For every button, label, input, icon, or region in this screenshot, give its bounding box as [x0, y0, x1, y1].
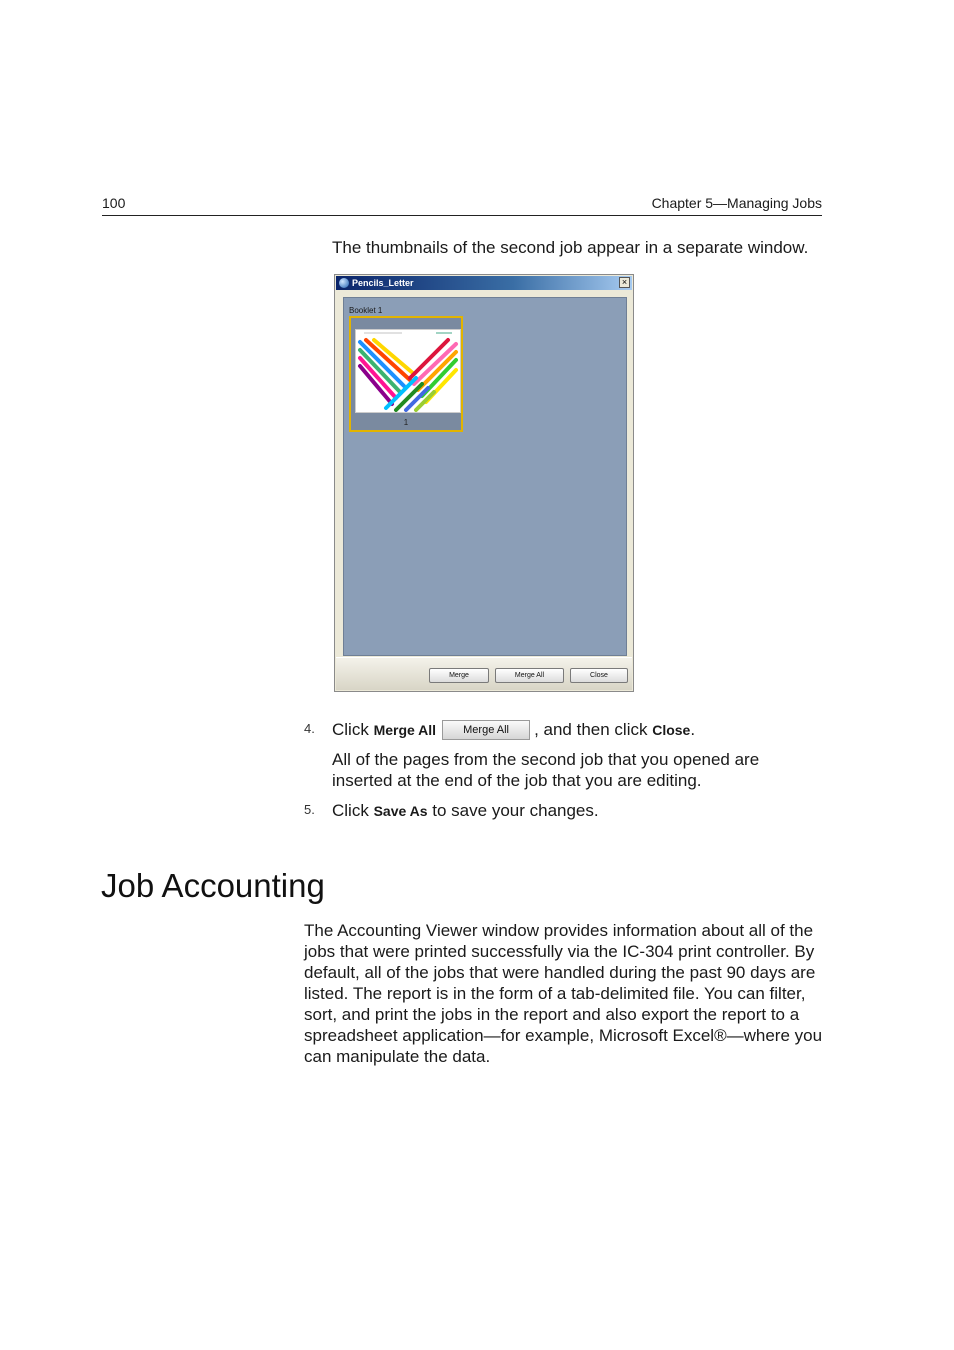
thumbnail-panel — [343, 297, 627, 656]
step-5-prefix: Click — [332, 801, 369, 820]
booklet-label: Booklet 1 — [349, 306, 383, 315]
app-logo-icon — [339, 278, 349, 288]
step-4-middle: , and then click — [534, 720, 648, 739]
page-thumbnail[interactable] — [349, 316, 463, 432]
intro-paragraph: The thumbnails of the second job appear in a separate window. — [332, 238, 809, 257]
section-heading: Job Accounting — [101, 867, 325, 904]
window-title: Pencils_Letter — [352, 278, 414, 288]
window-footer — [336, 657, 632, 690]
chapter-header: Chapter 5—Managing Jobs — [651, 195, 822, 211]
step-4-suffix: . — [690, 720, 696, 739]
pencils-letter-window — [334, 274, 634, 692]
close-button[interactable]: Close — [570, 668, 628, 683]
window-titlebar — [336, 276, 632, 290]
merge-all-label: Merge All — [373, 722, 437, 738]
section-paragraph: The Accounting Viewer window provides information about all of the jobs that were printed successfully via the IC-304 print controller. By default, all of the jobs that were handled during the past 90 days are listed. The report is in the form of a tab-delimited file. You can filter, sort, and print the jobs in the report and also export the report to a spreadsheet application—for example, Microsoft Excel®—where you can manipulate the data. — [304, 921, 823, 1066]
close-icon[interactable]: × — [619, 277, 630, 288]
step-4-number: 4. — [304, 721, 315, 736]
close-label: Close — [652, 722, 691, 738]
thumbnail-page-number: 1 — [403, 418, 409, 427]
header-rule — [102, 215, 822, 216]
pencils-image — [355, 329, 461, 413]
step-4-instruction — [332, 719, 695, 741]
step-5-suffix: to save your changes. — [432, 801, 599, 820]
page-number: 100 — [102, 195, 126, 211]
merge-all-button[interactable]: Merge All — [495, 668, 564, 683]
merge-all-inline-button[interactable]: Merge All — [442, 720, 530, 740]
step-5-number: 5. — [304, 802, 315, 817]
save-as-label: Save As — [373, 803, 428, 819]
merge-button[interactable]: Merge — [429, 668, 489, 683]
step-4-prefix: Click — [332, 720, 369, 739]
step-4-description: All of the pages from the second job that you opened are inserted at the end of the job that you are editing. — [332, 750, 760, 790]
step-5-instruction — [332, 800, 599, 822]
